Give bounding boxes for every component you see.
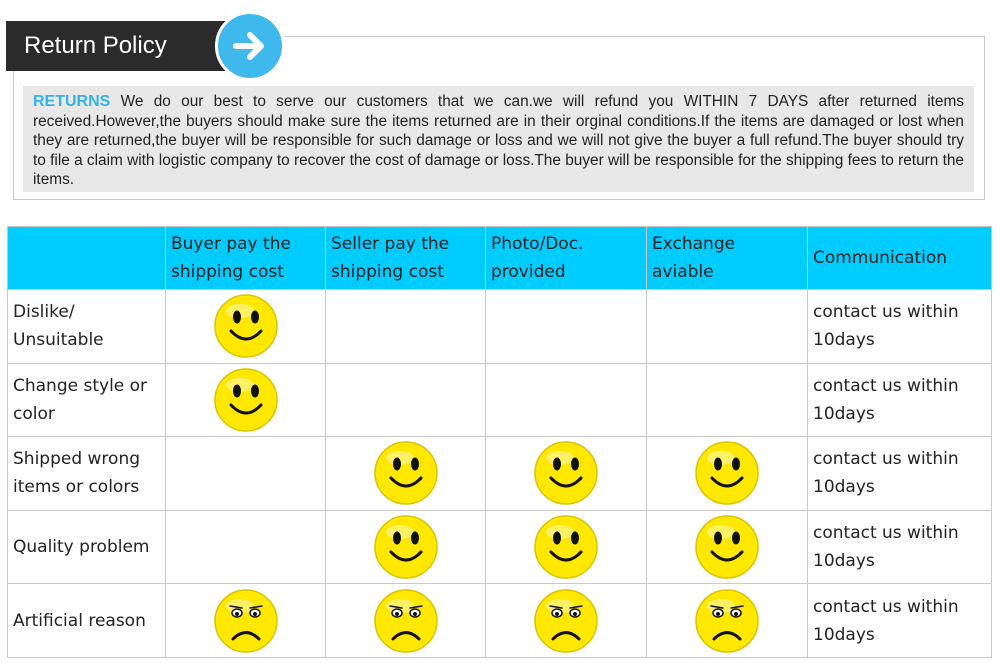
reason-cell: Dislike/ Unsuitable xyxy=(8,290,166,364)
policy-cell xyxy=(486,584,647,658)
table-row xyxy=(8,584,992,658)
smiley-face-icon xyxy=(533,514,599,580)
header-cell xyxy=(8,227,166,290)
reason-cell: Quality problem xyxy=(8,510,166,584)
smiley-face-icon xyxy=(373,440,439,506)
header-cell: Exchange aviable xyxy=(647,227,808,290)
communication-cell: contact us within 10days xyxy=(808,290,992,364)
returns-keyword: RETURNS xyxy=(33,93,111,110)
policy-cell xyxy=(166,290,326,364)
smiley-face-icon xyxy=(533,440,599,506)
arrow-right-icon xyxy=(215,11,285,81)
sad-face-icon xyxy=(533,588,599,654)
policy-cell xyxy=(166,584,326,658)
policy-cell xyxy=(166,437,326,511)
table-row xyxy=(8,437,992,511)
table-row xyxy=(8,290,992,364)
policy-cell xyxy=(647,510,808,584)
policy-cell xyxy=(647,290,808,364)
sad-face-icon xyxy=(373,588,439,654)
policy-cell xyxy=(326,290,486,364)
policy-cell xyxy=(647,437,808,511)
policy-cell xyxy=(326,510,486,584)
return-policy-table xyxy=(7,226,992,658)
policy-cell xyxy=(166,510,326,584)
policy-cell xyxy=(486,363,647,437)
table-row xyxy=(8,363,992,437)
smiley-face-icon xyxy=(213,367,279,433)
communication-cell: contact us within 10days xyxy=(808,437,992,511)
page-title: Return Policy xyxy=(6,21,228,71)
policy-cell xyxy=(647,584,808,658)
reason-cell: Shipped wrong items or colors xyxy=(8,437,166,511)
policy-cell xyxy=(326,437,486,511)
communication-cell: contact us within 10days xyxy=(808,510,992,584)
returns-description: We do our best to serve our customers that we can.we will refund you WITHIN 7 DAYS after returned items received.However,the buyers should make sure the items returned are in their orginal conditions.If the items are damaged or lost when they are returned,the buyer will be responsible for such damage or loss and we will not give the buyer a full refund.The buyer should try to file a claim with logistic company to recover the cost of damage or loss.The buyer will be responsible for the shipping fees to return the items. xyxy=(33,93,964,188)
reason-cell: Artificial reason xyxy=(8,584,166,658)
smiley-face-icon xyxy=(373,514,439,580)
policy-cell xyxy=(166,363,326,437)
table-header-row xyxy=(8,227,992,290)
policy-cell xyxy=(647,363,808,437)
header-cell: Photo/Doc. provided xyxy=(486,227,647,290)
table-row xyxy=(8,510,992,584)
header-cell: Seller pay the shipping cost xyxy=(326,227,486,290)
header-cell: Communication xyxy=(808,227,992,290)
policy-cell xyxy=(326,584,486,658)
sad-face-icon xyxy=(694,588,760,654)
communication-cell: contact us within 10days xyxy=(808,584,992,658)
reason-cell: Change style or color xyxy=(8,363,166,437)
policy-cell xyxy=(326,363,486,437)
policy-cell xyxy=(486,437,647,511)
policy-cell xyxy=(486,290,647,364)
policy-cell xyxy=(486,510,647,584)
returns-text-box xyxy=(23,86,974,192)
header-cell: Buyer pay the shipping cost xyxy=(166,227,326,290)
smiley-face-icon xyxy=(694,440,760,506)
sad-face-icon xyxy=(213,588,279,654)
smiley-face-icon xyxy=(694,514,760,580)
smiley-face-icon xyxy=(213,293,279,359)
communication-cell: contact us within 10days xyxy=(808,363,992,437)
